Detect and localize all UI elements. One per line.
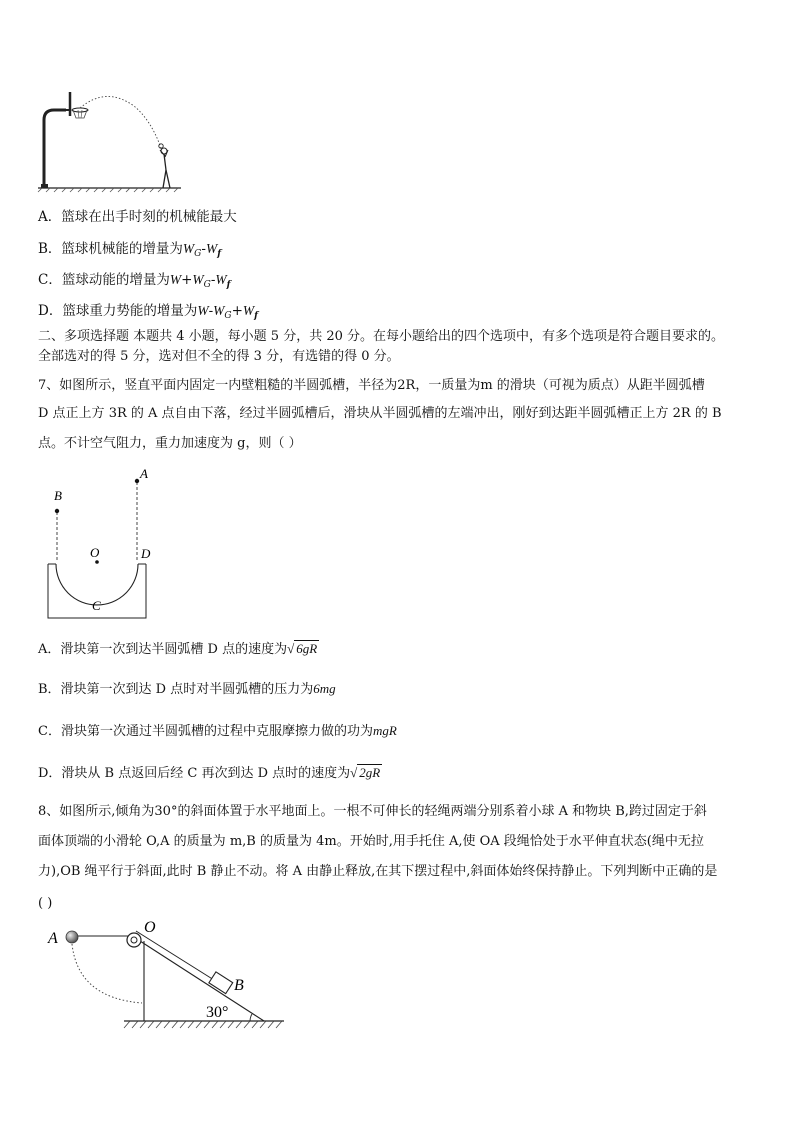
q8-stem-line2: 面体顶端的小滑轮 O,A 的质量为 m,B 的质量为 4m。开始时,用手托住 A,使 OA 段绳恰处于水平伸直状态(绳中无拉 — [38, 834, 704, 849]
minus-sign: - — [210, 272, 216, 288]
q6-option-b — [38, 240, 221, 263]
w-symbol-3: W — [242, 303, 255, 318]
label-o: O — [144, 919, 156, 936]
w-symbol-2: W — [213, 303, 225, 318]
incline-pulley-figure — [44, 918, 294, 1033]
label-a: A — [48, 930, 58, 947]
q7-stem-line1: 7、如图所示，竖直平面内固定一内壁粗糙的半圆弧槽，半径为2R，一质量为m 的滑块（可视为质点）从距半圆弧槽 — [38, 378, 705, 393]
q7-option-b — [38, 680, 336, 699]
q6-option-c-prefix: C．篮球动能的增量为 — [38, 272, 170, 288]
q7-stem-line2: D 点正上方 3R 的 A 点自由下落，经过半圆弧槽后，滑块从半圆弧槽的左端冲出，刚好到达距半圆弧槽正上方 2R 的 B — [38, 406, 722, 421]
q7-option-c — [38, 722, 397, 741]
minus-sign: - — [208, 303, 214, 319]
w-symbol-3: W — [215, 272, 227, 287]
w-symbol-2: W — [205, 241, 218, 256]
q7-option-a — [38, 640, 319, 659]
sqrt-symbol: √ — [350, 765, 358, 780]
w-symbol: W — [197, 303, 209, 318]
q8-stem-line1: 8、如图所示,倾角为30°的斜面体置于水平地面上。一根不可伸长的轻绳两端分别系着小球 A 和物块 B,跨过固定于斜 — [38, 804, 707, 819]
q8-stem-line4: ( ) — [38, 896, 53, 911]
minus-sign: - — [201, 241, 206, 257]
q7-option-d-text: D．滑块从 B 点返回后经 C 再次到达 D 点时的速度为 — [38, 766, 351, 781]
f-subscript: f — [217, 249, 222, 259]
q7-option-d — [38, 764, 382, 783]
q7-option-b-text: B．滑块第一次到达 D 点时对半圆弧槽的压力为 — [38, 682, 314, 697]
label-a: A — [140, 466, 148, 481]
label-b: B — [54, 488, 62, 503]
g-subscript: G — [194, 249, 202, 259]
q6-option-c — [38, 271, 231, 294]
label-angle: 30° — [206, 1004, 229, 1021]
q6-option-b-prefix: B．篮球机械能的增量为 — [38, 241, 183, 257]
w-symbol: W — [169, 272, 182, 287]
label-o: O — [90, 545, 100, 560]
q7-option-c-text: C．滑块第一次通过半圆弧槽的过程中克服摩擦力做的功为 — [38, 724, 373, 739]
w-symbol: W — [182, 241, 195, 256]
q6-option-a: A．篮球在出手时刻的机械能最大 — [38, 209, 237, 225]
q7-stem-line3: 点。不计空气阻力，重力加速度为 g，则（ ） — [38, 436, 302, 451]
q6-option-d-prefix: D．篮球重力势能的增量为 — [38, 303, 198, 319]
q8-stem-line3: 力),OB 绳平行于斜面,此时 B 静止不动。将 A 由静止释放,在其下摆过程中,斜面体始终保持静止。下列判断中正确的是 — [38, 864, 718, 879]
q7-option-d-radicand: 2gR — [359, 765, 381, 780]
plus-sign: + — [231, 303, 243, 319]
section2-line1: 二、多项选择题 本题共 4 小题，每小题 5 分，共 20 分。在每小题给出的四个选项中，有多个选项是符合题目要求的。 — [38, 329, 725, 344]
q7-option-a-radicand: 6gR — [296, 641, 318, 656]
section2-line2: 全部选对的得 5 分，选对但不全的得 3 分，有选错的得 0 分。 — [38, 349, 400, 364]
g-subscript: G — [224, 311, 232, 321]
half-circle-groove-figure — [40, 462, 160, 622]
label-d: D — [141, 546, 151, 561]
q7-option-a-text: A．滑块第一次到达半圆弧槽 D 点的速度为 — [38, 642, 288, 657]
label-b: B — [234, 977, 244, 994]
label-c: C — [92, 598, 101, 613]
w-symbol-2: W — [192, 272, 204, 287]
sqrt-symbol: √ — [287, 641, 295, 656]
basketball-figure — [36, 88, 186, 193]
plus-sign: + — [181, 272, 193, 288]
f-subscript: f — [226, 280, 231, 290]
q7-option-b-value: 6mg — [313, 681, 336, 696]
q6-option-d — [38, 302, 258, 325]
g-subscript: G — [203, 280, 211, 290]
f-subscript: f — [254, 311, 259, 321]
q7-option-c-value: mgR — [372, 723, 397, 738]
